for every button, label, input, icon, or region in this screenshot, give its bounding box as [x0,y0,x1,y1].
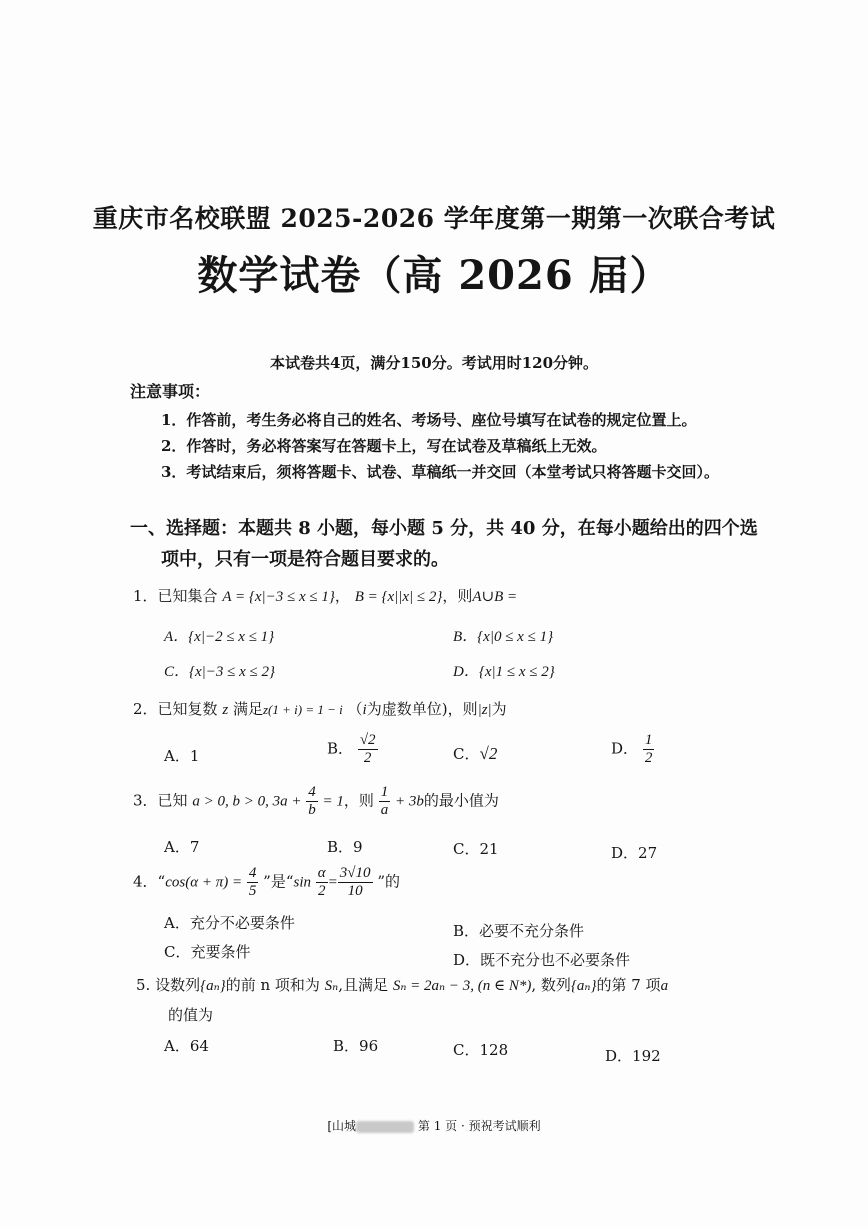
q1-option-a[interactable]: A．{x|−2 ≤ x ≤ 1} [164,629,275,645]
q2-option-d[interactable] [611,733,654,766]
numerator: α [317,865,326,881]
question-5-line2: 的值为 [168,1006,214,1024]
question-text: 已知复数 [157,700,218,718]
note-item: 2．作答时，务必将答案写在答题卡上，写在试卷及草稿纸上无效。 [161,437,607,455]
condition-expr: = 1 [322,793,344,810]
fraction [358,733,378,766]
fraction [643,733,655,766]
question-1 [133,585,517,606]
exam-intro: 本试卷共4页，满分150分。考试用时120分钟。 [269,354,599,372]
option-label: B． [327,739,354,758]
question-text: 设数列 [155,976,201,994]
set-a-expr: A = {x|−3 ≤ x ≤ 1} [222,589,335,605]
variable: i [362,702,367,718]
numerator: 3√10 [339,865,371,881]
q4-option-b[interactable]: B．必要不充分条件 [453,922,585,940]
question-text: ，则 [442,587,473,605]
fraction [316,866,328,899]
q5-option-d[interactable]: D．192 [605,1047,661,1065]
denominator: 2 [363,750,372,766]
condition-expr: a > 0, b > 0, 3a + [192,793,302,810]
section-heading-line2: 项中，只有一项是符合题目要求的。 [161,549,449,570]
q1-option-d[interactable]: D．{x|1 ≤ x ≤ 2} [453,664,555,680]
q5-option-b[interactable]: B．96 [333,1037,379,1055]
recurrence-expr: Sₙ = 2aₙ − 3, (n ∈ N*) [392,978,532,994]
redaction-blur [356,1121,414,1133]
sum-expr: Sₙ [324,978,339,994]
q4-option-d[interactable]: D．既不充分也不必要条件 [453,951,631,969]
union-expr: A∪B = [472,589,518,605]
question-text: 已知 [157,791,188,810]
note-item: 3．考试结束后，须将答题卡、试卷、草稿纸一并交回（本堂考试只将答题卡交回）。 [161,463,719,481]
question-text: 为 [491,700,507,718]
condition-expr: cos(α + π) = [165,874,243,891]
denominator: 10 [347,883,363,899]
q5-option-c[interactable]: C．128 [453,1041,509,1059]
question-number: 1． [133,587,158,605]
numerator: 1 [380,784,389,800]
q5-option-a[interactable]: A．64 [164,1037,209,1055]
footer-right: 第 1 页 · 预祝考试顺利 [417,1119,541,1133]
note-item: 1．作答前，考生务必将自己的姓名、考场号、座位号填写在试卷的规定位置上。 [161,411,697,429]
modulus-expr: |z| [477,702,492,718]
section-heading-line1: 一、选择题：本题共 8 小题，每小题 5 分，共 40 分，在每小题给出的四个选 [130,518,758,539]
q3-option-b[interactable]: B．9 [327,838,363,856]
separator: ， [334,587,350,605]
exam-title-line1: 重庆市名校联盟 2025-2026 学年度第一期第一次联合考试 [92,204,776,233]
denominator: 2 [317,883,326,899]
exam-title-line2: 数学试卷（高 2026 届） [197,252,671,299]
question-text: ，则 [343,791,374,810]
denominator: b [308,802,316,818]
question-text: ”是“ [263,872,294,891]
notes-heading: 注意事项： [130,382,211,401]
page-footer [0,1117,868,1134]
quote: “ [157,872,166,891]
numerator: 4 [308,784,316,800]
numerator: 4 [248,865,257,881]
option-value: √2 [479,744,498,763]
denominator: 5 [248,883,257,899]
question-text: , 数列 [531,976,571,994]
q3-option-d[interactable]: D．27 [611,844,658,862]
question-text: 已知集合 [157,587,218,605]
fraction [306,785,318,818]
fraction [379,785,391,818]
q2-option-b[interactable] [327,733,378,766]
fraction [247,866,259,899]
numerator: 1 [644,732,653,748]
q1-option-c[interactable]: C．{x|−3 ≤ x ≤ 2} [164,664,276,680]
question-number: 4． [133,872,158,891]
question-4 [133,866,400,899]
option-label: D． [611,739,639,758]
question-number: 5. [136,976,151,994]
question-text: 的第 7 项 [596,976,661,994]
fraction [338,866,373,899]
question-5 [136,974,668,995]
variable: a [660,978,669,994]
numerator: √2 [359,732,376,748]
question-number: 2． [133,700,158,718]
question-text: ,且满足 [338,976,389,994]
q3-option-c[interactable]: C．21 [453,840,499,858]
question-text: 为虚数单位)，则 [366,700,478,718]
footer-left: [山城 [327,1119,357,1133]
option-label: C． [453,745,480,763]
equals: = [327,874,338,891]
variable: z [222,702,229,718]
question-number: 3． [133,791,158,810]
q4-option-c[interactable]: C．充要条件 [164,943,251,961]
q2-option-c[interactable] [453,743,497,764]
sequence-expr: {aₙ} [570,978,597,994]
denominator: 2 [644,750,653,766]
question-3 [133,785,499,818]
target-expr: + 3b [394,793,424,810]
q4-option-a[interactable]: A．充分不必要条件 [164,914,295,932]
question-text: 的前 n 项和为 [225,976,320,994]
question-2 [133,698,507,719]
q3-option-a[interactable]: A．7 [164,838,200,856]
q2-option-a[interactable]: A．1 [164,747,200,765]
question-text: 满足 [232,700,263,718]
set-b-expr: B = {x||x| ≤ 2} [354,589,443,605]
question-text: ”的 [377,872,400,891]
denominator: a [380,802,389,818]
sequence-expr: {aₙ} [200,978,226,994]
condition-expr: sin [293,874,312,891]
q1-option-b[interactable]: B．{x|0 ≤ x ≤ 1} [453,629,554,645]
question-text: （ [347,700,363,718]
question-text: 的最小值为 [423,791,499,810]
equation: z(1 + i) = 1 − i [262,702,343,717]
